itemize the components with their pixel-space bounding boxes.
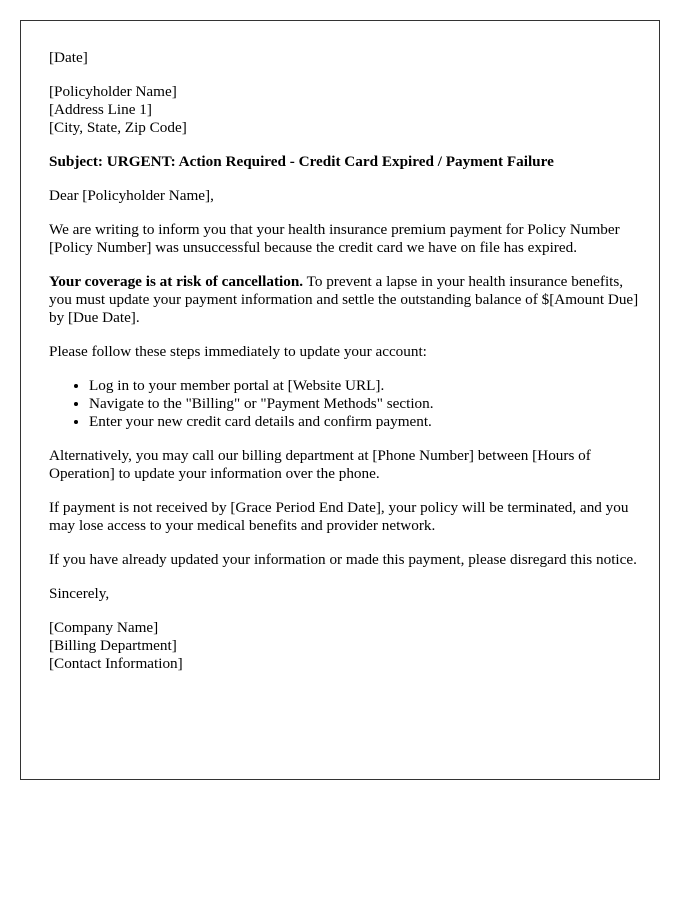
recipient-name: [Policyholder Name] <box>49 83 177 100</box>
list-item: • Log in to your member portal at [Website URL]. <box>89 377 641 395</box>
signature-department: [Billing Department] <box>49 637 177 654</box>
list-item: • Enter your new credit card details and confirm payment. <box>89 413 641 431</box>
closing: Sincerely, <box>49 585 110 602</box>
paragraph-payment-failure: We are writing to inform you that your health insurance premium payment for Policy Number [Policy Number] was unsuccessful because the credit card we have on file has expired. <box>49 221 620 256</box>
letter-frame <box>20 20 660 780</box>
signature-contact: [Contact Information] <box>49 655 183 672</box>
signature-block <box>49 619 641 673</box>
paragraph-phone-alternative: Alternatively, you may call our billing department at [Phone Number] between [Hours of Operation] to update your information over the phone. <box>49 447 591 482</box>
signature-company: [Company Name] <box>49 619 159 636</box>
recipient-address <box>49 83 641 137</box>
coverage-risk-details: To prevent a lapse in your health insurance benefits, you must update your payment information and settle the outstanding balance of $[Amount Due] by [Due Date]. <box>49 273 639 326</box>
steps-intro: Please follow these steps immediately to update your account: <box>49 343 427 360</box>
recipient-address-line-1: [Address Line 1] <box>49 101 152 118</box>
paragraph-disregard-notice: If you have already updated your information or made this payment, please disregard this notice. <box>49 551 637 568</box>
paragraph-coverage-risk <box>49 273 641 327</box>
steps-list <box>49 377 641 431</box>
letter-subject: Subject: URGENT: Action Required - Credit Card Expired / Payment Failure <box>49 153 554 170</box>
letter-date: [Date] <box>49 49 88 66</box>
letter-body <box>49 49 641 689</box>
coverage-risk-warning: Your coverage is at risk of cancellation. <box>49 273 304 290</box>
paragraph-termination-warning: If payment is not received by [Grace Period End Date], your policy will be terminated, and you may lose access to your medical benefits and provider network. <box>49 499 629 534</box>
recipient-city-state-zip: [City, State, Zip Code] <box>49 119 187 136</box>
list-item: • Navigate to the "Billing" or "Payment Methods" section. <box>89 395 641 413</box>
salutation: Dear [Policyholder Name], <box>49 187 214 204</box>
